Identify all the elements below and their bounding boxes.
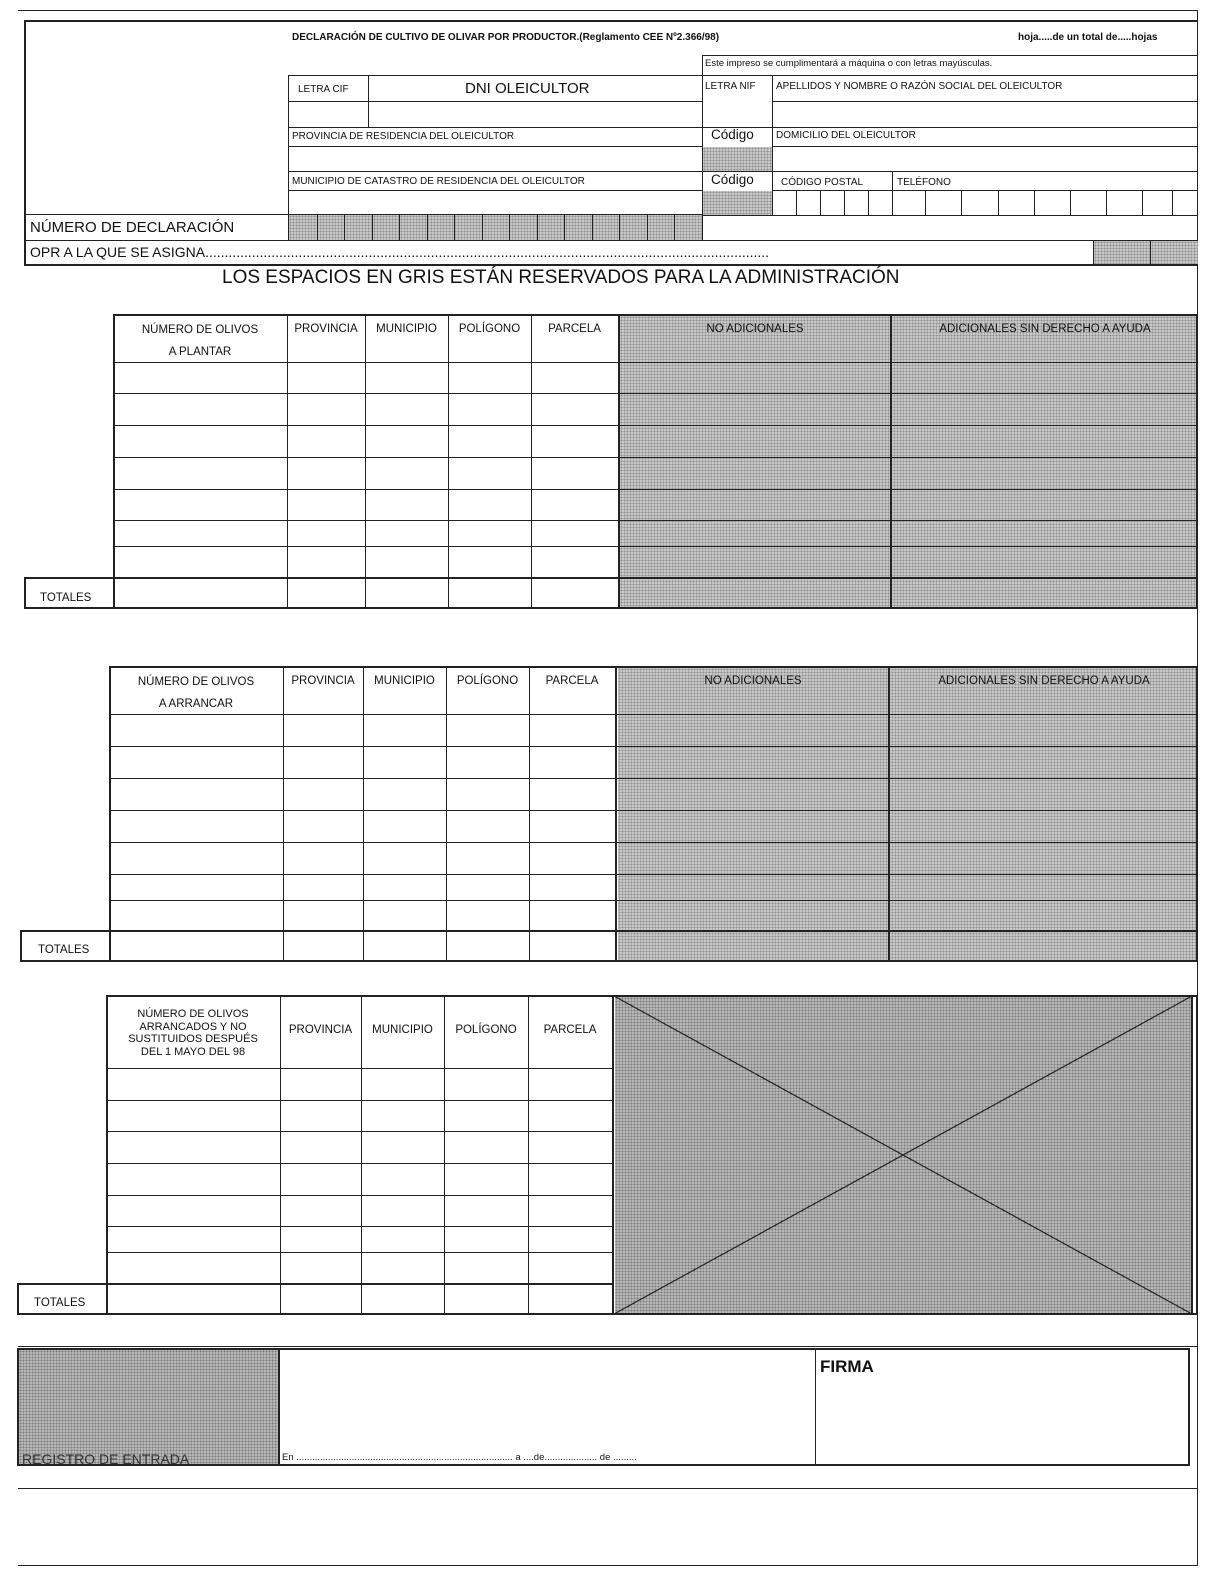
dni-label: DNI OLEICULTOR	[465, 80, 590, 97]
no-sustituidos-col-municipio: MUNICIPIO	[372, 1024, 433, 1036]
arrancar-col-olivos: NÚMERO DE OLIVOS A ARRANCAR	[137, 676, 255, 710]
arrancar-col-municipio: MUNICIPIO	[374, 675, 435, 687]
lugar-fecha-line: En .................................................................................. a ....de.................... de .........	[282, 1452, 637, 1463]
arrancar-totales: TOTALES	[38, 944, 90, 956]
codigo-label-2: Código	[711, 172, 754, 187]
provincia-residencia-label: PROVINCIA DE RESIDENCIA DEL OLEICULTOR	[292, 131, 515, 142]
registro-entrada-label: REGISTRO DE ENTRADA	[22, 1451, 190, 1467]
municipio-catastro-label: MUNICIPIO DE CATASTRO DE RESIDENCIA DEL OLEICULTOR	[292, 176, 585, 187]
plantar-reserved-area	[620, 316, 1196, 607]
apellidos-label: APELLIDOS Y NOMBRE O RAZÓN SOCIAL DEL OLEICULTOR	[776, 81, 1063, 92]
reserved-note: LOS ESPACIOS EN GRIS ESTÁN RESERVADOS PARA LA ADMINISTRACIÓN	[222, 267, 900, 288]
arrancar-col-provincia: PROVINCIA	[291, 675, 355, 687]
codigo-provincia-reserved	[703, 147, 772, 171]
arrancar-col-parcela: PARCELA	[545, 675, 599, 687]
arrancar-col-no-adicionales: NO ADICIONALES	[704, 675, 802, 687]
plantar-col-poligono: POLÍGONO	[458, 323, 521, 335]
form-title: DECLARACIÓN DE CULTIVO DE OLIVAR POR PRODUCTOR.(Reglamento CEE Nº2.366/98)	[292, 32, 720, 43]
codigo-postal-label: CÓDIGO POSTAL	[781, 177, 864, 188]
no-sustituidos-col-parcela: PARCELA	[543, 1024, 597, 1036]
plantar-col-municipio: MUNICIPIO	[376, 323, 437, 335]
no-sustituidos-col-provincia: PROVINCIA	[288, 1024, 353, 1036]
no-sustituidos-col-poligono: POLÍGONO	[455, 1024, 517, 1036]
arrancar-col-poligono: POLÍGONO	[456, 675, 519, 687]
firma-label: FIRMA	[820, 1357, 874, 1376]
letra-cif-label: LETRA CIF	[298, 84, 349, 95]
letra-nif-label: LETRA NIF	[705, 81, 756, 92]
instruction-text: Este impreso se cumplimentará a máquina o con letras mayúsculas.	[705, 58, 993, 69]
plantar-col-provincia: PROVINCIA	[294, 323, 358, 335]
plantar-col-no-adicionales: NO ADICIONALES	[706, 323, 804, 335]
codigo-label-1: Código	[711, 127, 754, 142]
plantar-col-olivos: NÚMERO DE OLIVOS A PLANTAR	[141, 324, 259, 358]
plantar-totales: TOTALES	[40, 592, 92, 604]
crossed-box-icon	[614, 996, 1192, 1314]
telefono-label: TELÉFONO	[897, 177, 951, 188]
numero-declaracion-label: NÚMERO DE DECLARACIÓN	[30, 219, 235, 236]
registro-entrada-reserved	[19, 1350, 278, 1467]
no-sustituidos-col-olivos: NÚMERO DE OLIVOS ARRANCADOS Y NO SUSTITUIDOS DESPUÉS DEL 1 MAYO DEL 98	[128, 1008, 258, 1058]
codigo-municipio-reserved	[703, 191, 772, 215]
opr-label: OPR A LA QUE SE ASIGNA.................................................................................................................................................	[30, 244, 770, 260]
arrancar-reserved-area	[618, 668, 1196, 960]
plantar-col-adicionales: ADICIONALES SIN DERECHO A AYUDA	[939, 323, 1151, 335]
plantar-col-parcela: PARCELA	[548, 323, 601, 335]
no-sustituidos-totales: TOTALES	[34, 1297, 86, 1309]
domicilio-label: DOMICILIO DEL OLEICULTOR	[776, 130, 916, 141]
sheet-counter: hoja.....de un total de.....hojas	[1018, 32, 1158, 43]
numero-declaracion-reserved	[289, 215, 702, 240]
opr-reserved	[1094, 241, 1198, 264]
arrancar-col-adicionales: ADICIONALES SIN DERECHO A AYUDA	[938, 675, 1150, 687]
